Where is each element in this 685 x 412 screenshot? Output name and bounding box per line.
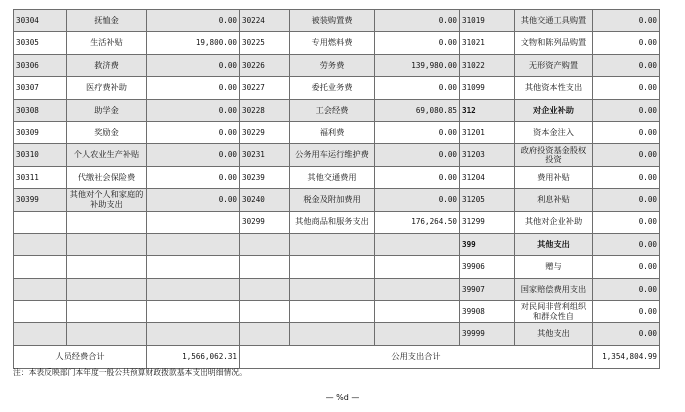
code-cell: 30229: [240, 121, 290, 143]
personnel-total-label: 人员经费合计: [14, 345, 147, 368]
page-number: — %d —: [325, 393, 360, 402]
name-cell: 救济费: [67, 54, 147, 76]
code-cell: 31203: [460, 144, 515, 166]
name-cell: 委托业务费: [290, 77, 375, 99]
code-cell: 30311: [14, 166, 67, 188]
personnel-total-value: 1,566,062.31: [147, 345, 240, 368]
name-cell: 其他对企业补助: [515, 211, 593, 233]
name-cell: 国家赔偿费用支出: [515, 278, 593, 300]
name-cell: [290, 233, 375, 255]
code-cell: 31201: [460, 121, 515, 143]
value-cell: [147, 233, 240, 255]
table-row: [14, 54, 660, 76]
code-cell: 312: [460, 99, 515, 121]
code-cell: 30227: [240, 77, 290, 99]
code-cell: 39908: [460, 301, 515, 323]
code-cell: [14, 256, 67, 278]
public-total-value: 1,354,804.99: [593, 345, 660, 368]
code-cell: 30240: [240, 189, 290, 211]
value-cell: 0.00: [147, 144, 240, 166]
name-cell: 工会经费: [290, 99, 375, 121]
expenditure-detail-table: [13, 9, 660, 369]
table-row: [14, 77, 660, 99]
table-row: [14, 211, 660, 233]
name-cell: 奖励金: [67, 121, 147, 143]
code-cell: 39907: [460, 278, 515, 300]
value-cell: [147, 211, 240, 233]
code-cell: 31019: [460, 10, 515, 32]
code-cell: 30228: [240, 99, 290, 121]
value-cell: 0.00: [593, 10, 660, 32]
name-cell: 文物和陈列品购置: [515, 32, 593, 54]
code-cell: 30309: [14, 121, 67, 143]
value-cell: [375, 256, 460, 278]
name-cell: 助学金: [67, 99, 147, 121]
code-cell: 399: [460, 233, 515, 255]
value-cell: 0.00: [593, 301, 660, 323]
code-cell: 30239: [240, 166, 290, 188]
value-cell: [375, 301, 460, 323]
name-cell: 其他对个人和家庭的补助支出: [67, 189, 147, 211]
code-cell: 30308: [14, 99, 67, 121]
name-cell: 其他支出: [515, 323, 593, 345]
value-cell: 0.00: [593, 54, 660, 76]
table-row: [14, 32, 660, 54]
code-cell: [240, 233, 290, 255]
table-row: [14, 301, 660, 323]
value-cell: 0.00: [147, 121, 240, 143]
name-cell: 利息补贴: [515, 189, 593, 211]
name-cell: [290, 301, 375, 323]
code-cell: 30225: [240, 32, 290, 54]
value-cell: [375, 278, 460, 300]
public-total-label: 公用支出合计: [240, 345, 593, 368]
value-cell: 0.00: [593, 121, 660, 143]
value-cell: 0.00: [147, 99, 240, 121]
name-cell: [67, 323, 147, 345]
table-row: [14, 10, 660, 32]
value-cell: 0.00: [147, 77, 240, 99]
name-cell: [67, 211, 147, 233]
value-cell: 0.00: [375, 32, 460, 54]
code-cell: 30310: [14, 144, 67, 166]
name-cell: 费用补贴: [515, 166, 593, 188]
value-cell: 0.00: [375, 144, 460, 166]
code-cell: 30306: [14, 54, 67, 76]
code-cell: 30226: [240, 54, 290, 76]
table-row: [14, 189, 660, 211]
name-cell: 生活补贴: [67, 32, 147, 54]
value-cell: 0.00: [593, 144, 660, 166]
value-cell: 0.00: [593, 32, 660, 54]
name-cell: 劳务费: [290, 54, 375, 76]
value-cell: 0.00: [593, 77, 660, 99]
code-cell: 31099: [460, 77, 515, 99]
code-cell: 31204: [460, 166, 515, 188]
name-cell: 医疗费补助: [67, 77, 147, 99]
value-cell: 0.00: [375, 10, 460, 32]
value-cell: 176,264.50: [375, 211, 460, 233]
value-cell: 139,980.00: [375, 54, 460, 76]
code-cell: 30224: [240, 10, 290, 32]
name-cell: [290, 323, 375, 345]
name-cell: [67, 233, 147, 255]
code-cell: [14, 211, 67, 233]
table-row: [14, 144, 660, 166]
value-cell: 0.00: [593, 323, 660, 345]
value-cell: 0.00: [375, 189, 460, 211]
code-cell: 30399: [14, 189, 67, 211]
name-cell: 专用燃料费: [290, 32, 375, 54]
code-cell: 30299: [240, 211, 290, 233]
value-cell: 0.00: [375, 77, 460, 99]
name-cell: 代缴社会保险费: [67, 166, 147, 188]
value-cell: 0.00: [147, 189, 240, 211]
code-cell: 31299: [460, 211, 515, 233]
value-cell: 0.00: [375, 166, 460, 188]
name-cell: 福利费: [290, 121, 375, 143]
code-cell: 31022: [460, 54, 515, 76]
name-cell: 被装购置费: [290, 10, 375, 32]
name-cell: 个人农业生产补贴: [67, 144, 147, 166]
code-cell: 30304: [14, 10, 67, 32]
table-row: [14, 323, 660, 345]
name-cell: [67, 301, 147, 323]
name-cell: 税金及附加费用: [290, 189, 375, 211]
value-cell: 0.00: [147, 54, 240, 76]
name-cell: 抚恤金: [67, 10, 147, 32]
value-cell: 69,080.85: [375, 99, 460, 121]
value-cell: 0.00: [147, 10, 240, 32]
code-cell: [14, 278, 67, 300]
value-cell: 19,800.00: [147, 32, 240, 54]
name-cell: 其他交通工具购置: [515, 10, 593, 32]
name-cell: 其他支出: [515, 233, 593, 255]
table-footnote: 注：本表反映部门本年度一般公共预算财政拨款基本支出明细情况。: [13, 368, 247, 377]
value-cell: 0.00: [593, 166, 660, 188]
value-cell: 0.00: [593, 211, 660, 233]
name-cell: 公务用车运行维护费: [290, 144, 375, 166]
name-cell: 赠与: [515, 256, 593, 278]
value-cell: 0.00: [593, 233, 660, 255]
code-cell: 30231: [240, 144, 290, 166]
name-cell: 无形资产购置: [515, 54, 593, 76]
name-cell: [67, 278, 147, 300]
table-row: [14, 99, 660, 121]
value-cell: [147, 323, 240, 345]
name-cell: 其他交通费用: [290, 166, 375, 188]
value-cell: 0.00: [593, 256, 660, 278]
table-row: [14, 166, 660, 188]
value-cell: 0.00: [593, 189, 660, 211]
name-cell: [67, 256, 147, 278]
name-cell: 资本金注入: [515, 121, 593, 143]
name-cell: [290, 256, 375, 278]
code-cell: 31021: [460, 32, 515, 54]
table-row: [14, 233, 660, 255]
value-cell: 0.00: [375, 121, 460, 143]
value-cell: [147, 301, 240, 323]
code-cell: [14, 323, 67, 345]
name-cell: 其他资本性支出: [515, 77, 593, 99]
value-cell: [375, 323, 460, 345]
value-cell: 0.00: [593, 278, 660, 300]
code-cell: [240, 301, 290, 323]
code-cell: [240, 323, 290, 345]
code-cell: 39999: [460, 323, 515, 345]
value-cell: [147, 256, 240, 278]
name-cell: 政府投资基金股权投资: [515, 144, 593, 166]
code-cell: 30307: [14, 77, 67, 99]
code-cell: 30305: [14, 32, 67, 54]
code-cell: [14, 301, 67, 323]
value-cell: [375, 233, 460, 255]
value-cell: 0.00: [593, 99, 660, 121]
value-cell: 0.00: [147, 166, 240, 188]
totals-row: [14, 345, 660, 368]
table-row: [14, 121, 660, 143]
name-cell: 对民间非营利组织和群众性自: [515, 301, 593, 323]
table-row: [14, 256, 660, 278]
name-cell: 其他商品和服务支出: [290, 211, 375, 233]
name-cell: [290, 278, 375, 300]
code-cell: 39906: [460, 256, 515, 278]
code-cell: [14, 233, 67, 255]
table-body: [14, 10, 660, 346]
table-row: [14, 278, 660, 300]
code-cell: 31205: [460, 189, 515, 211]
code-cell: [240, 256, 290, 278]
value-cell: [147, 278, 240, 300]
code-cell: [240, 278, 290, 300]
name-cell: 对企业补助: [515, 99, 593, 121]
